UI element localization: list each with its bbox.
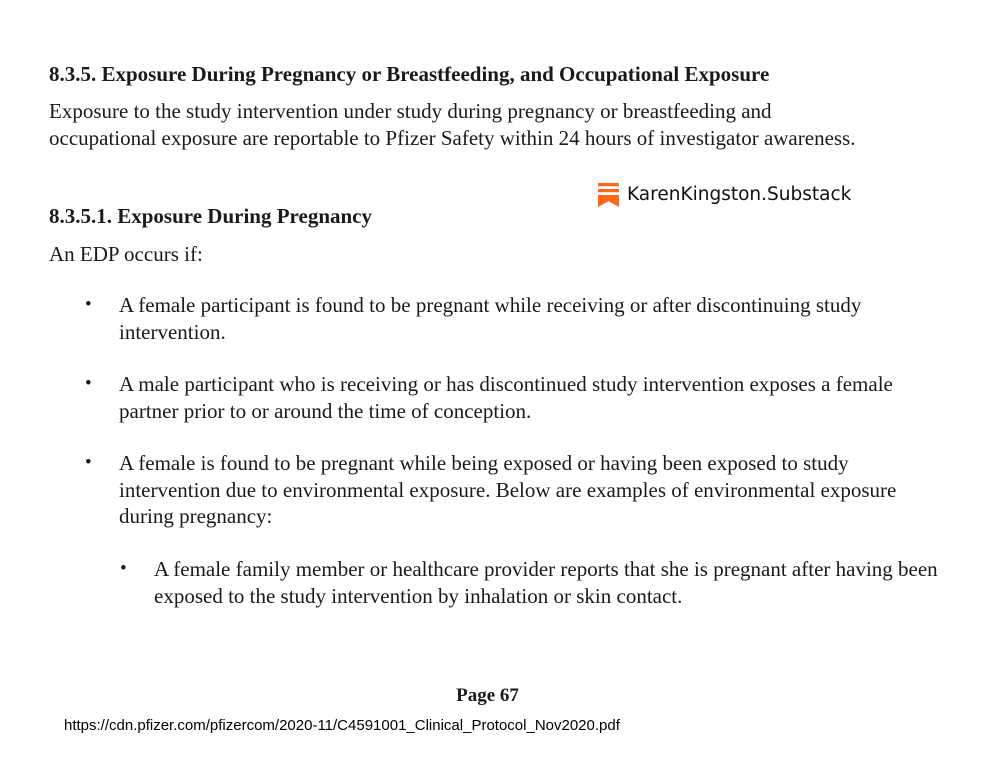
source-url[interactable]: https://cdn.pfizer.com/pfizercom/2020-11/C4591001_Clinical_Protocol_Nov2020.pdf — [64, 717, 620, 734]
bullet-item-3: A female is found to be pregnant while being exposed or having been exposed to study intervention due to environmental exposure. Below are examples of environmental exposure during pregnancy: — [119, 451, 897, 528]
section-heading: 8.3.5. Exposure During Pregnancy or Breastfeeding, and Occupational Exposure — [49, 62, 770, 86]
sub-bullet-marker: • — [120, 558, 127, 579]
bullet-marker: • — [85, 452, 92, 473]
sub-bullet-item-1: A female family member or healthcare provider reports that she is pregnant after having been exposed to the study intervention by inhalation or skin contact. — [154, 557, 938, 608]
subsection-heading: 8.3.5.1. Exposure During Pregnancy — [49, 204, 372, 228]
subsection-intro: An EDP occurs if: — [49, 242, 203, 266]
bullet-marker: • — [85, 294, 92, 315]
substack-watermark — [598, 182, 851, 208]
page-number: Page 67 — [456, 685, 519, 706]
substack-icon — [598, 183, 619, 207]
bullet-item-2: A male participant who is receiving or has discontinued study intervention exposes a female partner prior to or around the time of conception. — [119, 372, 893, 423]
section-paragraph: Exposure to the study intervention under study during pregnancy or breastfeeding and occupational exposure are reportable to Pfizer Safety within 24 hours of investigator awareness. — [49, 99, 856, 150]
bullet-marker: • — [85, 373, 92, 394]
watermark-text: KarenKingston.Substack — [627, 184, 852, 205]
bullet-item-1: A female participant is found to be pregnant while receiving or after discontinuing study intervention. — [119, 293, 862, 344]
